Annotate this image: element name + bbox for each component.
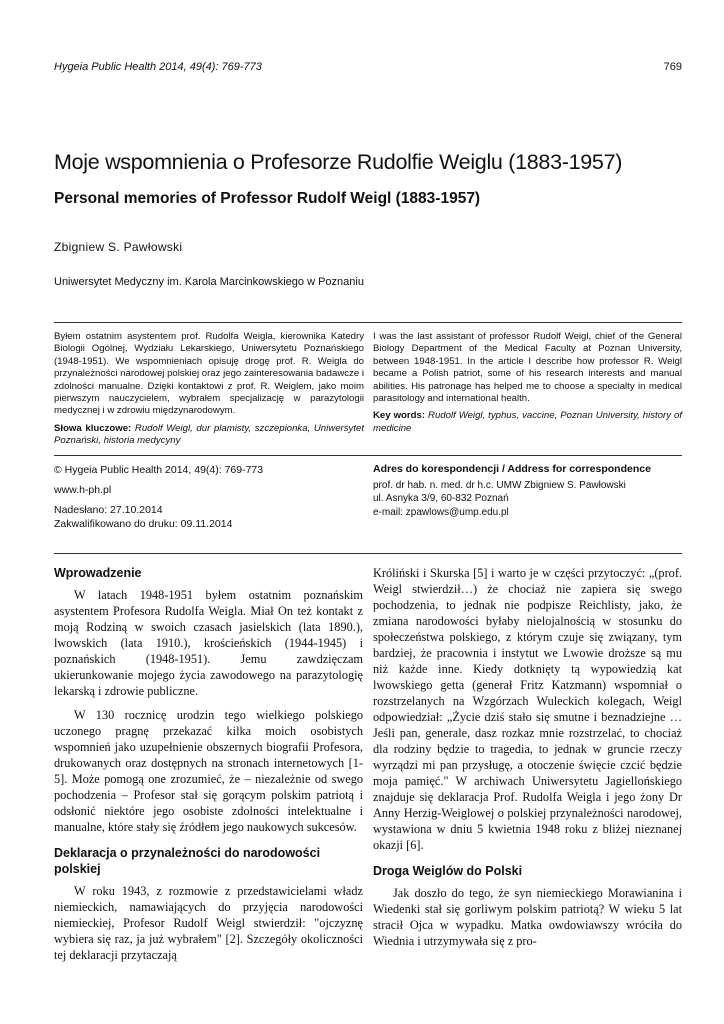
author-affiliation: Uniwersytet Medyczny im. Karola Marcinkowskiego w Poznaniu [54,276,364,288]
paragraph: W latach 1948-1951 byłem ostatnim poznańskim asystentem Profesora Rudolfa Weigla. Miał On też kontakt z moją Rodziną w swoich czasach jasielskich (lata 1890.), lwowskich (lata 1910.), krościeńskich (1944-1945) i poznańskich (1948-1951). Jemu zawdzięczam ukierunkowanie mojego życia zawodowego na parazytologię lekarską i zdrowie publiczne. [54,588,363,698]
divider-top [54,322,682,323]
title-english: Personal memories of Professor Rudolf Weigl (1883-1957) [54,190,481,207]
divider-bottom [54,553,682,554]
page-number: 769 [663,61,682,73]
author-name: Zbigniew S. Pawłowski [54,240,183,254]
correspondence-street: ul. Asnyka 3/9, 60-832 Poznań [373,493,509,504]
paragraph: Króliński i Skurska [5] i warto je w części przytoczyć: „(prof. Weigl stwierdził…) że chociaż nie zapiera się swego pochodzenia, to jednak nie podpisze Reichlisty, jako, że zmiana narodowości byłaby nielojalnością w stosunku do społeczeństwa polskiego, z którym czuje się związany, tym bardziej, że pracownia i instytut we Lwowie droższe są mu niż każde inne. Kiedy dotknięty tą wypowiedzią kat lwowskiego getta (generał Fritz Katzmann) wspomniał o rozstrzelanych na Wzgórzach Wuleckich kolegach, Weigl odpowiedział: „Życie dziś stało się smutne i beznadziejne … Jeśli pan, generale, dasz rozkaz mnie rozstrzelać, to chociaż dla rodziny będzie to tragedia, to jednak w gruncie rzeczy wyrządzi mi pan przysługę, a otoczenie święcie czcić będzie moja pamięć." W archiwach Uniwersytetu Jagiellońskiego znajduje się deklaracja Prof. Rudolfa Weigla i jego żony Dr Anny Herzig-Weiglowej o polskiej przynależności narodowej, wystawiona w dniu 5 kwietnia 1948 roku z bliżej nieznanej okazji [6]. [373,566,682,852]
keywords-polish-label: Słowa kluczowe: [54,422,132,434]
paragraph: Jak doszło do tego, że syn niemieckiego Morawianina i Wiedenki stał się gorliwym polskim patriotą? W wieku 5 lat stracił Ojca w wypadku. Matka owdowiawszy wróciła do Wiednia i utrzymywała się z pro- [373,886,682,948]
keywords-english-list: Rudolf Weigl, typhus, vaccine, Poznan University, history of medicine [373,410,683,434]
keywords-english-label: Key words: [373,410,426,422]
keywords-english [373,410,682,435]
running-head [54,61,682,77]
copyright-line: © Hygeia Public Health 2014, 49(4): 769-773 [54,464,264,476]
website-link[interactable]: www.h-ph.pl [54,484,112,496]
title-polish: Moje wspomnienia o Profesorze Rudolfie Weiglu (1883-1957) [54,150,623,174]
paragraph: W 130 rocznicę urodzin tego wielkiego polskiego uczonego pragnę przekazać kilka moich osobistych wspomnień jako uzupełnienie obszernych biografii Profesora, drukowanych oraz dostępnych na stronach internetowych [1-5]. Może pomogą one zrozumieć, że – niezależnie od swego pochodzenia – Profesor stał się gorącym polskim patriotą i odsłonić niektóre jego osobiste zdolności intelektualne i manualne, które stały się źródłem jego naukowych sukcesów. [54,708,363,834]
received-date: Nadesłano: 27.10.2014 [54,504,163,516]
publication-info [54,463,354,531]
divider-middle [54,455,682,456]
correspondence-email[interactable]: e-mail: zpawlows@ump.edu.pl [373,506,509,518]
keywords-polish [54,423,364,448]
abstract-english [373,331,682,435]
accepted-date: Zakwalifikowano do druku: 09.11.2014 [54,518,233,530]
section-heading-road-to-poland: Droga Weiglów do Polski [373,864,523,878]
body-column-right [373,565,682,957]
journal-reference: Hygeia Public Health 2014, 49(4): 769-773 [54,61,262,73]
abstract-english-text: I was the last assistant of professor Rudolf Weigl, chief of the General Biology Department of the Medical Faculty at Poznan University, between 1948-1951. In the article I describe how professor R. Weigl became a Polish patriot, some of his research interests and manual abilities. His patronage has helped me to choose a specialty in medical parasitology and international health. [373,331,682,405]
correspondence-block [373,463,682,519]
section-heading-introduction: Wprowadzenie [54,566,142,580]
keywords-polish-list: Rudolf Weigl, dur plamisty, szczepionka, Uniwersytet Poznański, historia medycyny [54,422,364,447]
correspondence-name: prof. dr hab. n. med. dr h.c. UMW Zbigniew S. Pawłowski [373,479,626,491]
abstract-polish-text: Byłem ostatnim asystentem prof. Rudolfa Weigla, kierownika Katedry Biologii Ogólnej, Wydziału Lekarskiego, Uniwersytetu Poznańskiego (1948-1951). We wspomnieniach opisuję drogę prof. R. Weigla do przynależności narodowej polskiej oraz jego zainteresowania badawcze i zdolności manualne. Dzięki kontaktowi z prof. R. Weiglem, jako moim pierwszym nauczycielem, wybrałem specjalizację w parazytologii medycznej i w zdrowiu międzynarodowym. [54,331,364,417]
paragraph: W roku 1943, z rozmowie z przedstawicielami władz niemieckich, namawiających do przyjęcia narodowości niemieckiej, Profesor Rudolf Weigl stwierdził: "ojczyznę wybiera się raz, ja już wybrałem" [2]. Szczegóły okoliczności tej deklaracji przytaczają [54,884,363,962]
body-column-left [54,565,363,971]
correspondence-heading: Adres do korespondencji / Address for correspondence [373,463,651,475]
abstract-polish [54,331,364,448]
section-heading-declaration: Deklaracja o przynależności do narodowości polskiej [54,846,321,876]
